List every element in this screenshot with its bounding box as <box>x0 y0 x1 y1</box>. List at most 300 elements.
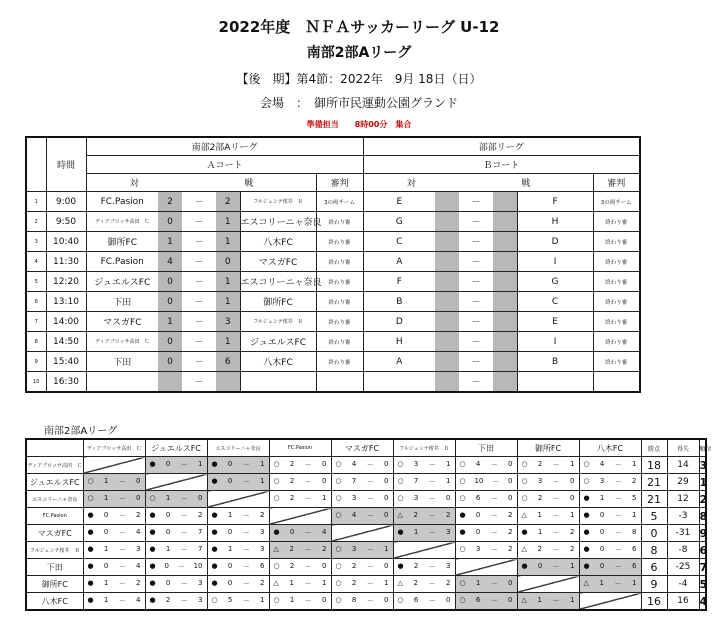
match-time: 9:00 <box>46 192 86 212</box>
score-dash: － <box>182 272 216 292</box>
league-row <box>26 457 706 474</box>
goals-for: 1 <box>103 477 109 485</box>
team-rank: 2 <box>699 492 708 506</box>
score-dash: － <box>366 580 374 588</box>
match-number: 5 <box>26 272 46 292</box>
goals-against: 6 <box>632 562 637 570</box>
result-mark: ● <box>521 562 528 570</box>
result-cell <box>393 559 455 576</box>
goals-against: 2 <box>570 545 575 553</box>
home-team: 下田 <box>86 352 158 372</box>
goals-against: 2 <box>632 477 637 485</box>
score-dash: － <box>118 546 126 554</box>
result-cell <box>145 491 207 508</box>
score-dash: － <box>366 495 374 503</box>
b-away-team: H <box>517 212 593 232</box>
result-mark: ○ <box>87 477 94 485</box>
home-team: ディアブロッサ高田 Ｃ <box>86 332 158 352</box>
score-dash: － <box>242 478 250 486</box>
team-name: ディアブロッサ高田 Ｃ <box>26 457 83 474</box>
referee: 終わり審 <box>316 252 363 272</box>
result-cell <box>269 576 331 593</box>
b-home-score <box>435 212 459 232</box>
score-dash: － <box>180 580 188 588</box>
goals-against: 3 <box>198 579 203 587</box>
score-dash: － <box>490 529 498 537</box>
score-dash: － <box>614 580 622 588</box>
home-score: 4 <box>158 252 182 272</box>
result-cell <box>517 508 579 525</box>
b-home-score <box>435 232 459 252</box>
team-points: 0 <box>641 525 667 542</box>
goals-against: 1 <box>446 477 451 485</box>
b-away-score <box>493 372 517 393</box>
goals-for: 2 <box>165 596 171 604</box>
goals-for: 0 <box>165 511 171 519</box>
score-dash: － <box>180 597 188 605</box>
result-mark: ○ <box>583 477 590 485</box>
result-mark: ● <box>521 528 528 536</box>
goals-for: 1 <box>599 494 605 502</box>
score-dash: － <box>118 495 126 503</box>
result-mark: ● <box>87 579 94 587</box>
score-dash: － <box>242 597 250 605</box>
b-home-team: E <box>363 192 435 212</box>
b-home-team: B <box>363 292 435 312</box>
a-league-header: 南部2部Aリーグ <box>86 137 363 156</box>
b-away-team: I <box>517 252 593 272</box>
result-cell <box>145 525 207 542</box>
result-cell <box>207 593 269 611</box>
result-cell <box>145 457 207 474</box>
goals-against: 1 <box>384 579 389 587</box>
goals-for: 5 <box>227 596 233 604</box>
goals-for: 2 <box>413 511 418 519</box>
goals-against: 7 <box>198 545 203 553</box>
referee: 終わり審 <box>316 312 363 332</box>
league-row <box>26 542 706 559</box>
result-cell <box>83 491 145 508</box>
goals-against: 1 <box>198 460 203 468</box>
result-cell <box>145 508 207 525</box>
away-score: 1 <box>216 332 240 352</box>
result-cell <box>269 559 331 576</box>
team-points: 8 <box>641 542 667 559</box>
result-mark: ● <box>211 545 218 553</box>
team-rank: 7 <box>699 560 708 574</box>
diagonal-cell <box>83 457 145 474</box>
result-cell <box>579 542 641 559</box>
match-number: 10 <box>26 372 46 393</box>
match-number: 1 <box>26 192 46 212</box>
result-cell <box>207 457 269 474</box>
team-goal-diff: 14 <box>667 457 699 474</box>
team-name: 御所FC <box>26 576 83 593</box>
goals-for: 7 <box>351 477 357 485</box>
b-vs-header: 対 <box>363 174 459 192</box>
team-name: フルジェンテ桜井 Ｂ <box>26 542 83 559</box>
score-dash: － <box>428 597 436 605</box>
result-mark: ● <box>149 460 156 468</box>
goals-against: 1 <box>446 460 451 468</box>
goals-for: 0 <box>164 562 169 570</box>
goals-for: 4 <box>475 460 481 468</box>
b-away-team: I <box>517 332 593 352</box>
goals-for: 3 <box>537 477 543 485</box>
score-dash: － <box>366 478 374 486</box>
match-time: 9:50 <box>46 212 86 232</box>
goals-against: 0 <box>570 494 575 502</box>
goals-against: 0 <box>322 477 327 485</box>
b-away-score <box>493 232 517 252</box>
match-row <box>26 252 640 272</box>
referee <box>316 372 363 393</box>
score-dash: － <box>552 512 560 520</box>
match-row <box>26 192 640 212</box>
score-dash: － <box>614 512 622 520</box>
result-cell <box>331 491 393 508</box>
goals-against: 0 <box>508 494 513 502</box>
goals-against: 1 <box>632 460 637 468</box>
score-dash: － <box>118 580 126 588</box>
score-dash: － <box>428 512 436 520</box>
result-cell <box>517 491 579 508</box>
result-mark: △ <box>273 545 279 553</box>
match-row <box>26 272 640 292</box>
score-dash: － <box>490 580 498 588</box>
goals-against: 1 <box>632 511 637 519</box>
goals-against: 0 <box>322 596 327 604</box>
score-dash: － <box>182 212 216 232</box>
score-dash: － <box>182 332 216 352</box>
goals-for: 4 <box>599 460 605 468</box>
goals-for: 2 <box>351 579 357 587</box>
goals-against: 1 <box>322 494 327 502</box>
b-home-team: C <box>363 232 435 252</box>
score-dash: － <box>242 512 250 520</box>
goals-for: 2 <box>351 562 357 570</box>
match-row <box>26 352 640 372</box>
diagonal-cell <box>517 576 579 593</box>
match-row <box>26 332 640 352</box>
goals-against: 0 <box>508 579 513 587</box>
match-number: 7 <box>26 312 46 332</box>
goals-against: 0 <box>136 494 141 502</box>
home-score: 0 <box>158 332 182 352</box>
score-dash: － <box>304 546 312 554</box>
goals-against: 0 <box>322 460 327 468</box>
result-cell <box>83 525 145 542</box>
team-goal-diff: -31 <box>667 525 699 542</box>
goals-against: 3 <box>136 545 141 553</box>
goals-for: 3 <box>475 545 481 553</box>
score-dash: － <box>118 597 126 605</box>
result-mark: ○ <box>397 596 404 604</box>
b-home-score <box>435 192 459 212</box>
goals-against: 3 <box>446 528 451 536</box>
team-points: 16 <box>641 593 667 611</box>
result-mark: ● <box>87 545 94 553</box>
result-cell <box>393 593 455 611</box>
diagonal-cell <box>207 491 269 508</box>
result-cell <box>269 593 331 611</box>
score-dash: － <box>118 563 126 571</box>
goals-against: 0 <box>508 477 513 485</box>
result-cell <box>579 508 641 525</box>
goals-against: 0 <box>384 596 389 604</box>
goals-against: 1 <box>570 511 575 519</box>
goals-against: 2 <box>508 528 513 536</box>
referee: 終わり審 <box>316 232 363 252</box>
result-cell <box>579 576 641 593</box>
score-dash: － <box>614 546 622 554</box>
goals-for: 6 <box>475 494 481 502</box>
result-mark: ○ <box>273 596 280 604</box>
result-cell <box>393 576 455 593</box>
home-team: FC.Pasion <box>86 252 158 272</box>
referee: 終わり審 <box>316 212 363 232</box>
date-line: 【後 期】第4節：2022年 9月 18日（日） <box>236 72 482 86</box>
result-mark: ● <box>459 511 466 519</box>
goals-against: 2 <box>446 579 451 587</box>
result-cell <box>393 525 455 542</box>
result-mark: ○ <box>397 460 404 468</box>
home-team: ディアブロッサ高田 Ｃ <box>86 212 158 232</box>
away-team: エスコリーニャ奈良 <box>240 272 316 292</box>
schedule-table <box>25 136 641 393</box>
goals-against: 1 <box>260 596 265 604</box>
away-score: 1 <box>216 212 240 232</box>
result-cell <box>579 457 641 474</box>
result-cell <box>579 491 641 508</box>
result-mark: ● <box>149 528 156 536</box>
result-mark: ● <box>211 477 218 485</box>
result-cell <box>269 542 331 559</box>
result-cell <box>579 525 641 542</box>
result-mark: ○ <box>273 562 280 570</box>
score-dash: － <box>242 580 250 588</box>
goals-against: 0 <box>198 494 203 502</box>
goals-for: 1 <box>165 545 171 553</box>
b-away-team: C <box>517 292 593 312</box>
result-cell <box>393 508 455 525</box>
result-cell <box>207 525 269 542</box>
result-cell <box>455 491 517 508</box>
score-dash: － <box>180 529 188 537</box>
match-time: 11:30 <box>46 252 86 272</box>
goals-for: 1 <box>537 596 542 604</box>
score-dash: － <box>614 495 622 503</box>
result-cell <box>269 474 331 491</box>
league-row <box>26 491 706 508</box>
goals-against: 1 <box>632 579 637 587</box>
goals-for: 0 <box>537 562 543 570</box>
result-cell <box>83 593 145 611</box>
goals-against: 1 <box>570 460 575 468</box>
team-name: エスコリーニャ奈良 <box>26 491 83 508</box>
score-dash: － <box>552 478 560 486</box>
league-col-header: 下田 <box>455 439 517 457</box>
score-dash: － <box>366 563 374 571</box>
score-dash: － <box>552 597 560 605</box>
league-col-header: フルジェンテ桜井 Ｂ <box>393 439 455 457</box>
result-mark: ● <box>87 511 94 519</box>
score-dash: － <box>118 512 126 520</box>
b-court-header: Ｂコート <box>363 156 640 174</box>
goals-for: 8 <box>351 596 357 604</box>
result-cell <box>331 474 393 491</box>
goals-for: 0 <box>475 511 481 519</box>
corner-cell <box>26 439 83 457</box>
result-mark: ○ <box>459 477 466 485</box>
goals-against: 4 <box>136 528 141 536</box>
team-name: FC.Pasion <box>26 508 83 525</box>
team-name: 八木FC <box>26 593 83 611</box>
b-home-team: G <box>363 212 435 232</box>
result-cell <box>83 474 145 491</box>
goals-for: 6 <box>413 596 419 604</box>
league-col-header: マスガFC <box>331 439 393 457</box>
b-score-dash: － <box>459 312 493 332</box>
goals-for: 2 <box>289 494 295 502</box>
b-score-dash: － <box>459 192 493 212</box>
result-mark: ● <box>397 562 404 570</box>
goals-against: 6 <box>632 545 637 553</box>
score-dash: － <box>182 292 216 312</box>
result-cell <box>517 525 579 542</box>
b-sen-header: 戦 <box>459 174 593 192</box>
goals-for: 1 <box>289 579 294 587</box>
diagonal-cell <box>393 542 455 559</box>
result-mark: ● <box>583 511 590 519</box>
goals-for: 0 <box>227 579 233 587</box>
away-team: ジュエルスFC <box>240 332 316 352</box>
result-mark: ○ <box>459 460 466 468</box>
goals-for: 0 <box>599 511 605 519</box>
result-cell <box>145 542 207 559</box>
team-points: 9 <box>641 576 667 593</box>
score-dash: － <box>182 232 216 252</box>
goals-for: 0 <box>227 528 233 536</box>
result-mark: ● <box>211 511 218 519</box>
result-cell <box>145 593 207 611</box>
goals-for: 6 <box>475 596 481 604</box>
rank-header: 順位 <box>699 439 706 457</box>
league-col-header: ジュエルスFC <box>145 439 207 457</box>
result-mark: ○ <box>521 477 528 485</box>
team-rank: 9 <box>699 526 708 540</box>
b-score-dash: － <box>459 352 493 372</box>
goals-against: 0 <box>508 460 513 468</box>
score-dash: － <box>304 478 312 486</box>
score-dash: － <box>366 461 374 469</box>
b-home-score <box>435 372 459 393</box>
score-dash: － <box>118 529 126 537</box>
score-dash: － <box>428 580 436 588</box>
result-mark: ○ <box>335 545 342 553</box>
goals-for: 0 <box>599 562 605 570</box>
league-row <box>26 559 706 576</box>
goals-against: 5 <box>632 494 637 502</box>
match-time: 14:00 <box>46 312 86 332</box>
goals-against: 3 <box>198 596 203 604</box>
referee: 終わり審 <box>316 272 363 292</box>
score-dash: － <box>428 495 436 503</box>
league-row <box>26 576 706 593</box>
home-team: ジュエルスFC <box>86 272 158 292</box>
b-away-score <box>493 272 517 292</box>
result-cell <box>579 559 641 576</box>
b-referee: 3の両チーム <box>593 192 640 212</box>
result-mark: ● <box>397 528 404 536</box>
b-referee: 終わり審 <box>593 312 640 332</box>
b-home-score <box>435 252 459 272</box>
score-dash: － <box>366 546 374 554</box>
goals-against: 1 <box>260 460 265 468</box>
league-table-title: 南部2部Aリーグ <box>44 426 118 437</box>
league-row <box>26 508 706 525</box>
goals-for: 0 <box>103 511 109 519</box>
goals-for: 1 <box>289 596 295 604</box>
no-header <box>26 137 46 192</box>
b-away-score <box>493 212 517 232</box>
goals-for: 2 <box>537 494 543 502</box>
result-mark: ○ <box>335 596 342 604</box>
b-referee <box>593 372 640 393</box>
league-row <box>26 593 706 611</box>
goals-for: 2 <box>413 562 419 570</box>
b-away-team: B <box>517 352 593 372</box>
result-mark: ○ <box>459 494 466 502</box>
goals-for: 0 <box>599 545 605 553</box>
goals-against: 0 <box>446 596 451 604</box>
b-away-team: G <box>517 272 593 292</box>
result-mark: ○ <box>211 596 218 604</box>
result-cell <box>207 542 269 559</box>
goals-against: 7 <box>198 528 203 536</box>
b-score-dash: － <box>459 292 493 312</box>
goals-against: 0 <box>384 511 389 519</box>
score-dash: － <box>242 563 250 571</box>
league-subtitle: 南部2部Aリーグ <box>306 45 412 61</box>
home-score: 0 <box>158 352 182 372</box>
away-team: エスコリーニャ奈良 <box>240 212 316 232</box>
team-goal-diff: -8 <box>667 542 699 559</box>
result-mark: ● <box>459 528 466 536</box>
match-number: 6 <box>26 292 46 312</box>
league-row <box>26 525 706 542</box>
b-home-score <box>435 352 459 372</box>
result-mark: ○ <box>521 460 528 468</box>
result-cell <box>517 457 579 474</box>
score-dash: － <box>490 461 498 469</box>
goals-for: 1 <box>165 494 171 502</box>
goals-for: 1 <box>103 579 109 587</box>
goals-for: 7 <box>413 477 419 485</box>
league-col-header: ディアブロッサ高田 Ｃ <box>83 439 145 457</box>
score-dash: － <box>180 512 188 520</box>
score-dash: － <box>490 495 498 503</box>
goals-for: 1 <box>475 579 481 587</box>
goals-against: 4 <box>136 596 141 604</box>
result-cell <box>393 474 455 491</box>
result-mark: ● <box>211 460 218 468</box>
goals-for: 2 <box>289 460 295 468</box>
result-cell <box>517 474 579 491</box>
result-mark: ○ <box>335 494 342 502</box>
b-away-score <box>493 252 517 272</box>
goals-against: 0 <box>322 562 327 570</box>
